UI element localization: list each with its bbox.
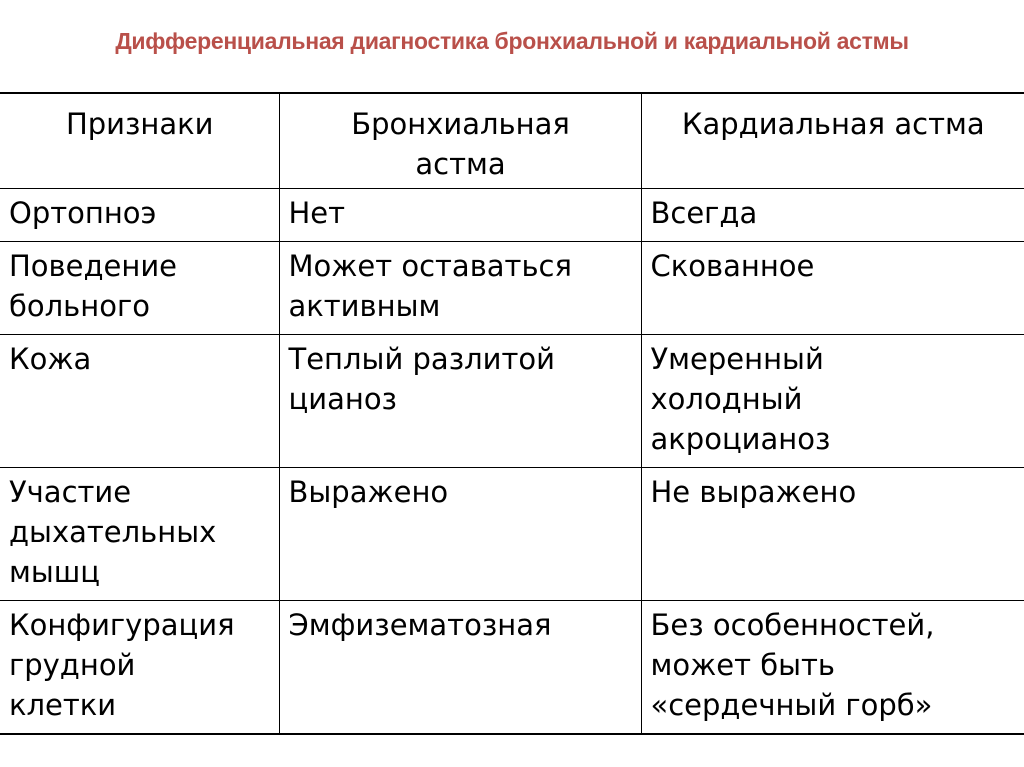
header-bronchial-asthma: Бронхиальная астма — [279, 93, 641, 189]
table-cell: Поведение больного — [0, 242, 279, 335]
table-row — [0, 189, 1024, 242]
table-cell: Конфигурация грудной клетки — [0, 601, 279, 735]
table-header-row — [0, 93, 1024, 189]
table-row — [0, 601, 1024, 735]
table-cell: Кожа — [0, 335, 279, 468]
table-row — [0, 468, 1024, 601]
differential-diagnosis-table — [0, 92, 1024, 735]
table-cell: Ортопноэ — [0, 189, 279, 242]
table-row — [0, 335, 1024, 468]
table-cell: Может оставаться активным — [279, 242, 641, 335]
header-signs: Признаки — [0, 93, 279, 189]
table-cell: Не выражено — [641, 468, 1024, 601]
slide-title: Дифференциальная диагностика бронхиальной и кардиальной астмы — [115, 28, 909, 54]
table-cell: Без особенностей, может быть «сердечный горб» — [641, 601, 1024, 735]
table-row — [0, 242, 1024, 335]
table-cell: Нет — [279, 189, 641, 242]
table-cell: Участие дыхательных мышц — [0, 468, 279, 601]
table-cell: Всегда — [641, 189, 1024, 242]
table-cell: Скованное — [641, 242, 1024, 335]
header-cardiac-asthma: Кардиальная астма — [641, 93, 1024, 189]
table-cell: Эмфизематозная — [279, 601, 641, 735]
table-cell: Умеренный холодный акроцианоз — [641, 335, 1024, 468]
table-cell: Теплый разлитой цианоз — [279, 335, 641, 468]
table-cell: Выражено — [279, 468, 641, 601]
